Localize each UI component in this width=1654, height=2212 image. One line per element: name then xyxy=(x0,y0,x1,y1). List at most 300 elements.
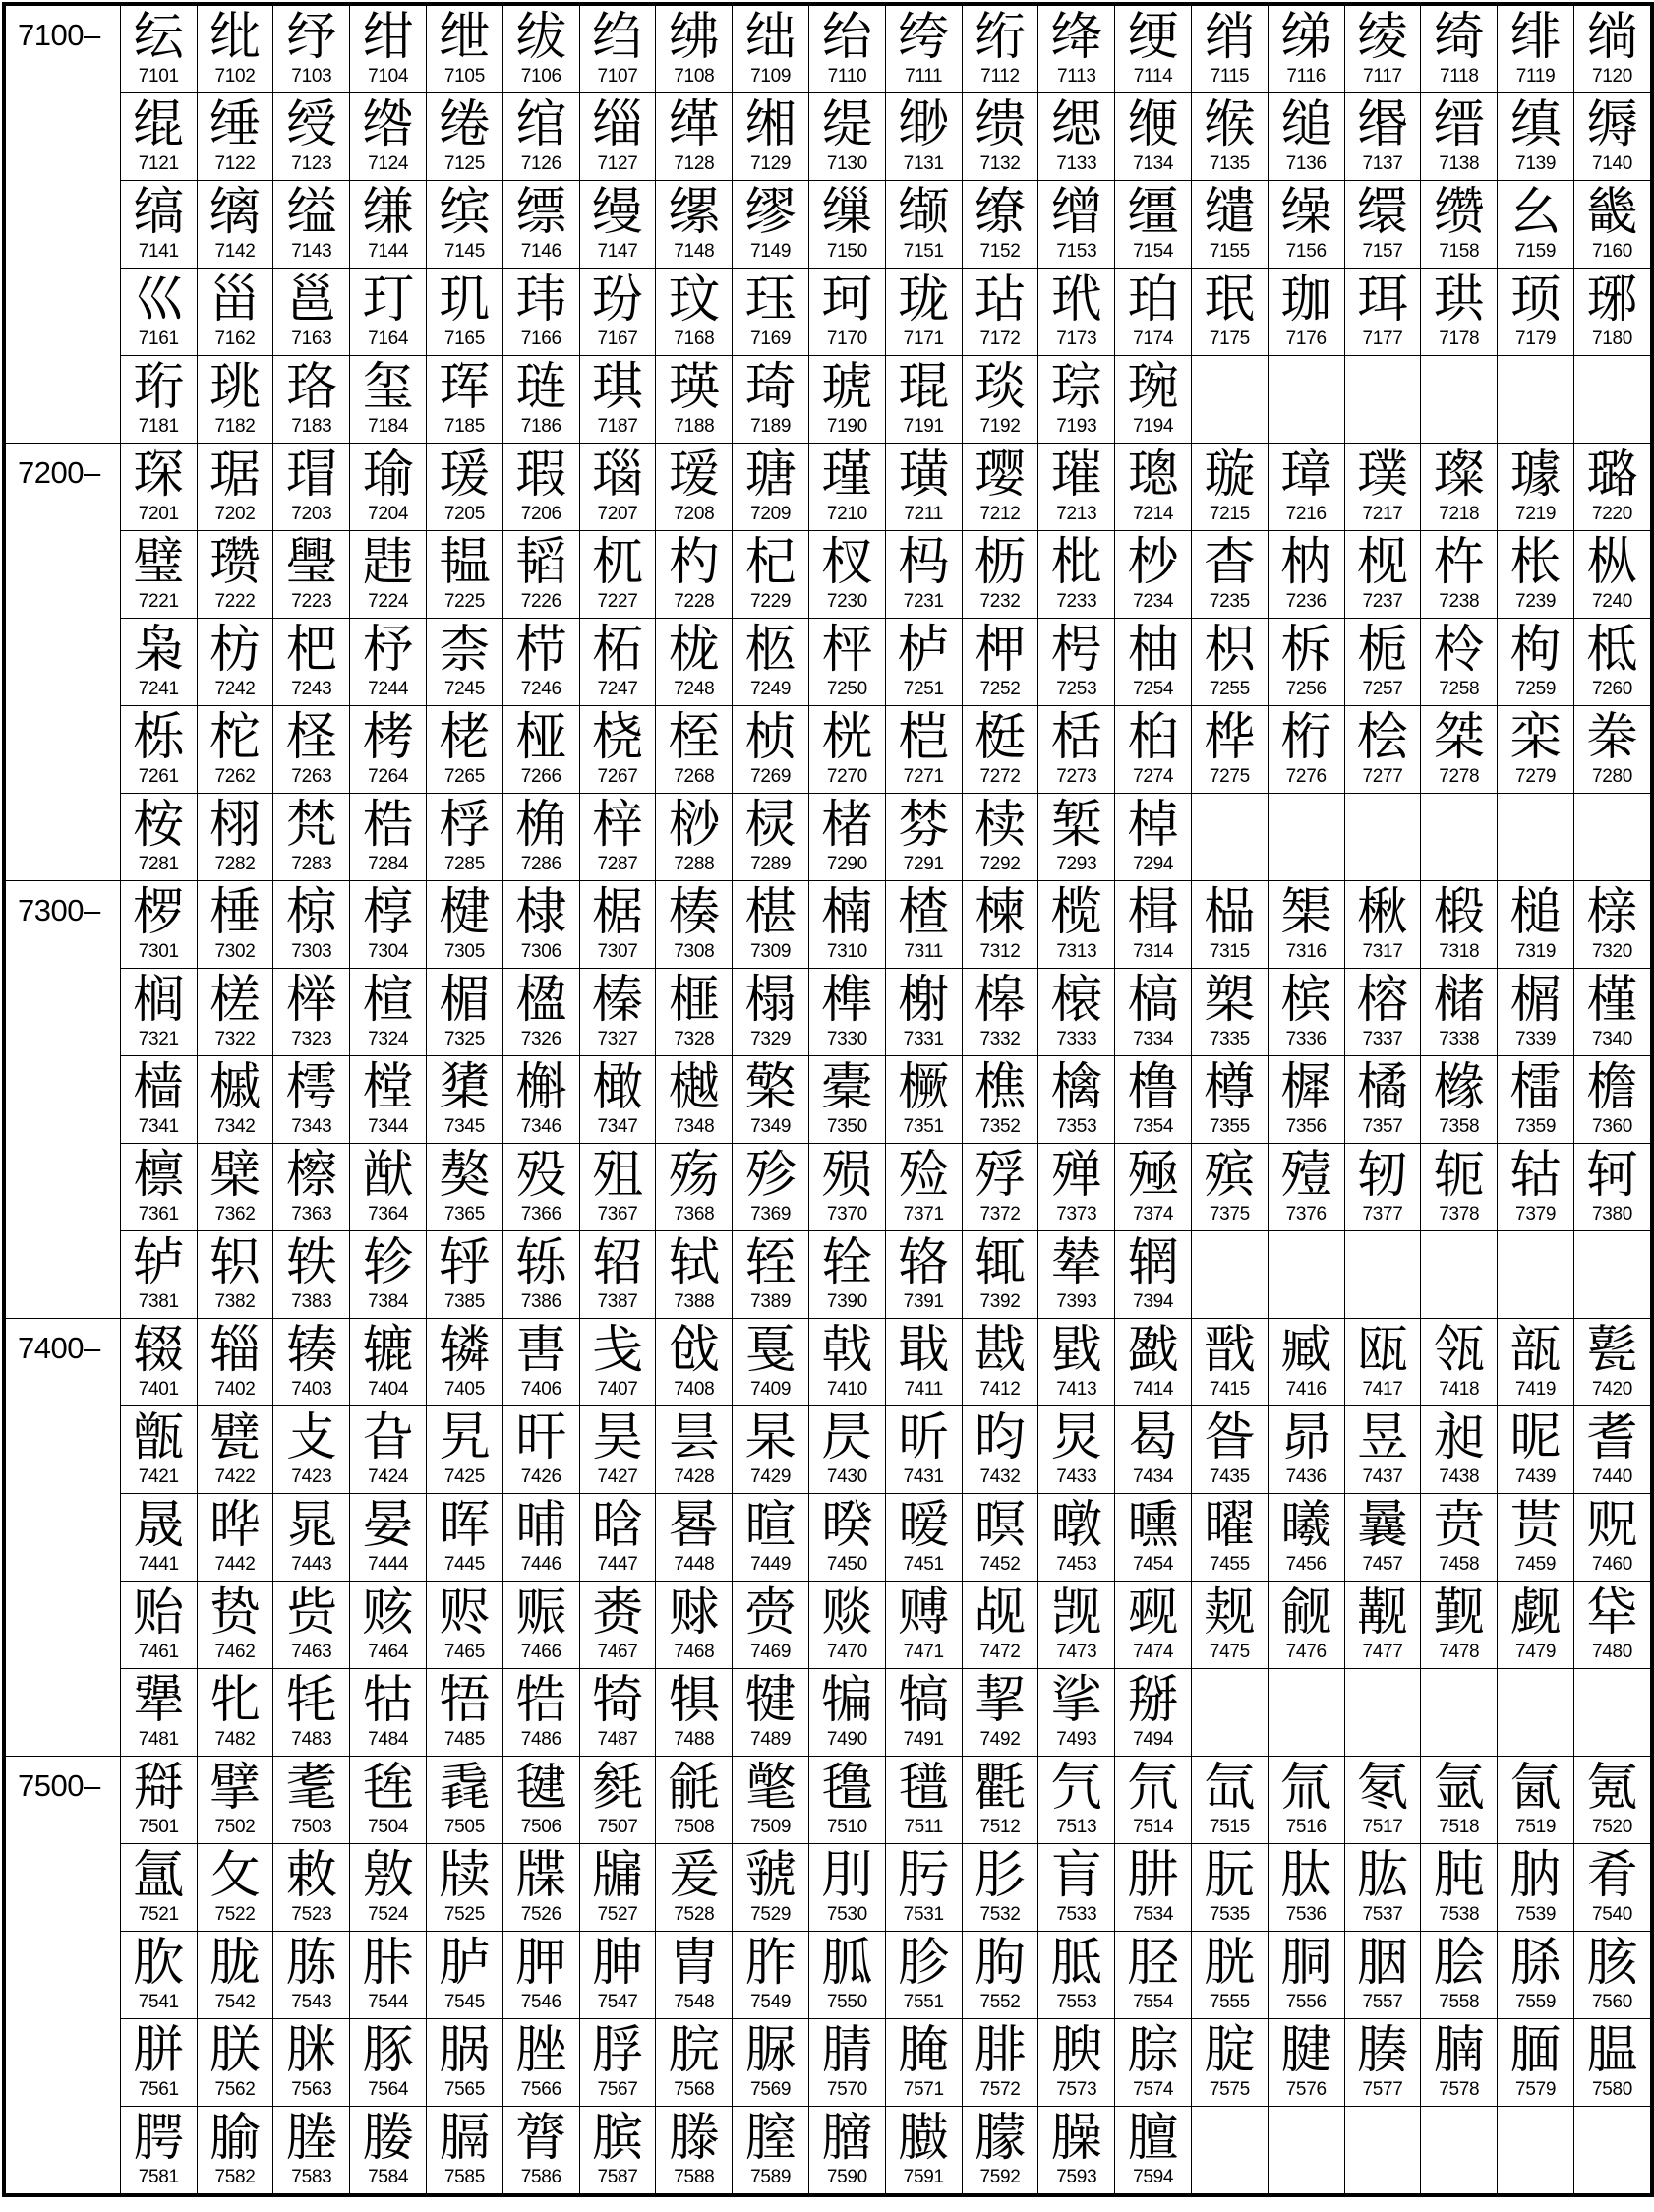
character-glyph: 榕 xyxy=(1356,971,1408,1030)
character-code: 7282 xyxy=(214,854,256,874)
character-glyph: 栲 xyxy=(362,708,414,767)
character-code: 7526 xyxy=(520,1904,561,1925)
character-cell xyxy=(962,1319,1038,1406)
character-cell xyxy=(1038,2107,1115,2196)
character-glyph: 殂 xyxy=(592,1146,644,1205)
character-cell xyxy=(502,2107,579,2196)
character-code: 7289 xyxy=(750,854,792,874)
character-glyph: 棹 xyxy=(1127,796,1179,855)
character-cell xyxy=(350,181,427,269)
character-code: 7323 xyxy=(291,1029,332,1049)
character-cell xyxy=(885,1582,962,1669)
character-cell xyxy=(1038,1582,1115,1669)
character-code: 7244 xyxy=(368,679,409,699)
character-glyph: 桦 xyxy=(1204,708,1256,767)
character-glyph: 觇 xyxy=(975,1584,1027,1643)
character-code: 7366 xyxy=(520,1204,561,1225)
character-code: 7243 xyxy=(291,679,332,699)
character-code: 7403 xyxy=(291,1379,332,1400)
block-label: 7100– xyxy=(18,18,100,52)
character-code: 7493 xyxy=(1056,1729,1097,1750)
table-row xyxy=(4,1844,1652,1932)
character-glyph: 轺 xyxy=(592,1233,644,1292)
character-glyph: 挈 xyxy=(975,1671,1027,1730)
character-code: 7377 xyxy=(1362,1204,1403,1225)
character-code: 7168 xyxy=(674,329,715,349)
character-cell xyxy=(1038,2019,1115,2107)
character-cell xyxy=(350,969,427,1056)
character-cell xyxy=(1192,2019,1269,2107)
character-cell xyxy=(809,1494,886,1582)
character-glyph: 殪 xyxy=(1280,1146,1332,1205)
character-glyph: 楠 xyxy=(821,883,873,942)
character-cell xyxy=(809,1757,886,1844)
character-glyph: 犋 xyxy=(668,1671,720,1730)
character-glyph: 槁 xyxy=(1127,971,1179,1030)
character-glyph: 轼 xyxy=(668,1233,720,1292)
character-glyph: 犟 xyxy=(133,1671,185,1730)
character-code: 7473 xyxy=(1056,1642,1097,1662)
character-cell xyxy=(1192,1582,1269,1669)
character-cell xyxy=(1038,619,1115,706)
character-cell xyxy=(1573,1582,1652,1669)
character-glyph: 榧 xyxy=(668,971,720,1030)
character-glyph: 缱 xyxy=(1204,183,1256,242)
character-code: 7391 xyxy=(903,1291,944,1312)
character-glyph: 桤 xyxy=(898,708,950,767)
character-glyph: 绀 xyxy=(362,8,414,67)
character-glyph: 擘 xyxy=(209,1759,262,1818)
character-cell xyxy=(1344,531,1421,619)
character-glyph: 琪 xyxy=(592,358,644,417)
character-glyph: 氚 xyxy=(1280,1759,1332,1818)
character-glyph: 杩 xyxy=(898,533,950,592)
character-cell xyxy=(1498,93,1574,181)
character-cell xyxy=(427,181,503,269)
character-code: 7457 xyxy=(1362,1554,1403,1575)
character-code: 7463 xyxy=(291,1642,332,1662)
character-code: 7190 xyxy=(826,416,867,437)
character-code: 7557 xyxy=(1362,1992,1403,2012)
character-glyph: 犍 xyxy=(744,1671,797,1730)
character-code: 7532 xyxy=(979,1904,1021,1925)
character-code: 7580 xyxy=(1591,2079,1633,2100)
character-glyph: 戟 xyxy=(821,1321,873,1380)
character-code: 7519 xyxy=(1515,1817,1557,1837)
character-code: 7154 xyxy=(1133,241,1174,262)
character-code: 7376 xyxy=(1285,1204,1327,1225)
character-code: 7109 xyxy=(750,66,792,87)
character-code: 7583 xyxy=(291,2167,332,2187)
character-glyph: 榇 xyxy=(1586,883,1638,942)
character-code: 7167 xyxy=(597,329,638,349)
character-code: 7442 xyxy=(214,1554,256,1575)
character-glyph: 臧 xyxy=(1280,1321,1332,1380)
character-glyph: 腠 xyxy=(1356,2021,1408,2080)
character-code: 7355 xyxy=(1209,1116,1250,1137)
character-glyph: 梓 xyxy=(592,796,644,855)
character-glyph: 敕 xyxy=(285,1846,337,1905)
character-code: 7468 xyxy=(674,1642,715,1662)
character-cell xyxy=(197,1582,273,1669)
character-code: 7558 xyxy=(1439,1992,1480,2012)
character-glyph: 枋 xyxy=(209,621,262,680)
character-cell xyxy=(962,356,1038,444)
character-glyph: 橘 xyxy=(1356,1058,1408,1117)
character-cell xyxy=(1573,1231,1652,1319)
character-code: 7117 xyxy=(1363,66,1402,87)
character-code: 7249 xyxy=(750,679,792,699)
character-code: 7387 xyxy=(597,1291,638,1312)
character-cell xyxy=(885,444,962,531)
character-cell xyxy=(273,1144,350,1231)
character-glyph: 晖 xyxy=(439,1496,491,1555)
character-glyph: 榄 xyxy=(1050,883,1102,942)
character-glyph: 氘 xyxy=(1127,1759,1179,1818)
character-glyph: 檑 xyxy=(1509,1058,1562,1117)
character-glyph: 琛 xyxy=(133,446,185,505)
character-cell xyxy=(1421,969,1498,1056)
character-cell xyxy=(273,1319,350,1406)
character-code: 7251 xyxy=(903,679,944,699)
character-code: 7202 xyxy=(214,504,256,524)
character-cell xyxy=(502,619,579,706)
character-code: 7216 xyxy=(1285,504,1327,524)
character-code: 7408 xyxy=(674,1379,715,1400)
character-glyph: 殍 xyxy=(975,1146,1027,1205)
character-cell xyxy=(120,2019,197,2107)
character-cell xyxy=(1115,356,1192,444)
character-cell xyxy=(1268,1406,1344,1494)
character-cell xyxy=(962,619,1038,706)
character-cell xyxy=(1573,706,1652,794)
character-code: 7272 xyxy=(979,766,1021,787)
character-cell xyxy=(273,969,350,1056)
character-code: 7220 xyxy=(1591,504,1633,524)
character-code: 7517 xyxy=(1362,1817,1403,1837)
character-glyph: 胫 xyxy=(1127,1934,1179,1993)
character-cell xyxy=(1573,181,1652,269)
character-code: 7521 xyxy=(138,1904,179,1925)
character-cell xyxy=(1573,93,1652,181)
character-glyph: 柁 xyxy=(209,708,262,767)
character-cell xyxy=(1344,1932,1421,2019)
character-code: 7105 xyxy=(443,66,485,87)
table-row xyxy=(4,1319,1652,1406)
character-code: 7213 xyxy=(1056,504,1097,524)
character-glyph: 桷 xyxy=(515,796,567,855)
character-code: 7594 xyxy=(1133,2167,1174,2187)
character-glyph: 珧 xyxy=(209,358,262,417)
character-code: 7146 xyxy=(520,241,561,262)
character-code: 7287 xyxy=(597,854,638,874)
character-glyph: 腈 xyxy=(821,2021,873,2080)
character-code: 7242 xyxy=(214,679,256,699)
character-cell xyxy=(809,706,886,794)
character-glyph: 胩 xyxy=(362,1934,414,1993)
character-cell xyxy=(197,1319,273,1406)
character-glyph: 戗 xyxy=(668,1321,720,1380)
character-glyph: 殓 xyxy=(898,1146,950,1205)
character-cell xyxy=(885,4,962,93)
character-glyph: 腽 xyxy=(1586,2021,1638,2080)
character-cell xyxy=(120,1231,197,1319)
character-glyph xyxy=(1192,1672,1268,1729)
character-glyph: 膈 xyxy=(439,2109,491,2168)
character-cell xyxy=(1344,794,1421,881)
character-glyph: 绾 xyxy=(515,95,567,154)
character-cell xyxy=(733,969,809,1056)
character-code: 7542 xyxy=(214,1992,256,2012)
character-glyph: 绠 xyxy=(1127,8,1179,67)
character-code: 7119 xyxy=(1515,66,1556,87)
character-cell xyxy=(579,1319,656,1406)
character-cell xyxy=(579,1494,656,1582)
character-cell xyxy=(733,181,809,269)
character-cell xyxy=(273,531,350,619)
character-cell xyxy=(197,1056,273,1144)
character-code: 7561 xyxy=(138,2079,179,2100)
character-glyph: 桊 xyxy=(1586,708,1638,767)
character-glyph: 桉 xyxy=(133,796,185,855)
character-cell xyxy=(120,93,197,181)
character-glyph xyxy=(1192,1234,1268,1291)
character-code: 7518 xyxy=(1439,1817,1480,1837)
character-glyph xyxy=(1269,359,1344,416)
character-cell xyxy=(1498,2019,1574,2107)
character-cell xyxy=(885,969,962,1056)
character-cell xyxy=(120,1494,197,1582)
character-cell xyxy=(273,794,350,881)
table-row xyxy=(4,531,1652,619)
character-glyph: 胍 xyxy=(821,1934,873,1993)
character-code: 7138 xyxy=(1439,153,1480,174)
character-code: 7149 xyxy=(750,241,792,262)
character-cell xyxy=(1268,531,1344,619)
character-cell xyxy=(579,794,656,881)
character-glyph: 旮 xyxy=(362,1408,414,1467)
character-glyph: 柙 xyxy=(975,621,1027,680)
character-glyph: 辍 xyxy=(133,1321,185,1380)
character-glyph: 觐 xyxy=(1433,1584,1485,1643)
character-code: 7371 xyxy=(903,1204,944,1225)
character-code: 7222 xyxy=(214,591,256,612)
character-code: 7263 xyxy=(291,766,332,787)
character-cell xyxy=(1421,531,1498,619)
character-cell xyxy=(120,1669,197,1757)
character-code: 7320 xyxy=(1591,941,1633,962)
character-cell xyxy=(120,706,197,794)
character-code: 7254 xyxy=(1133,679,1174,699)
character-glyph: 缧 xyxy=(668,183,720,242)
block-label-cell xyxy=(4,1757,120,2196)
character-code: 7279 xyxy=(1515,766,1557,787)
character-glyph: 樵 xyxy=(975,1058,1027,1117)
character-code: 7451 xyxy=(903,1554,944,1575)
character-code: 7472 xyxy=(979,1642,1021,1662)
character-code: 7356 xyxy=(1285,1116,1327,1137)
character-code: 7172 xyxy=(979,329,1021,349)
character-code: 7524 xyxy=(368,1904,409,1925)
character-code: 7265 xyxy=(443,766,485,787)
character-glyph xyxy=(1345,2110,1421,2167)
character-code: 7175 xyxy=(1209,329,1250,349)
character-glyph: 脬 xyxy=(592,2021,644,2080)
character-code: 7212 xyxy=(979,504,1021,524)
character-glyph: 挲 xyxy=(1050,1671,1102,1730)
character-cell xyxy=(502,1231,579,1319)
character-glyph: 杓 xyxy=(668,533,720,592)
character-glyph: 椹 xyxy=(744,883,797,942)
character-cell xyxy=(579,706,656,794)
table-row xyxy=(4,181,1652,269)
character-glyph: 腙 xyxy=(1127,2021,1179,2080)
character-cell xyxy=(120,4,197,93)
character-glyph: 绋 xyxy=(668,8,720,67)
character-glyph: 杲 xyxy=(744,1408,797,1467)
character-glyph: 杷 xyxy=(285,621,337,680)
character-glyph: 琮 xyxy=(1050,358,1102,417)
character-cell xyxy=(1115,444,1192,531)
character-glyph: 氍 xyxy=(975,1759,1027,1818)
character-code: 7275 xyxy=(1209,766,1250,787)
character-glyph: 璜 xyxy=(898,446,950,505)
character-glyph: 璧 xyxy=(133,533,185,592)
character-code: 7241 xyxy=(138,679,179,699)
character-glyph xyxy=(1498,359,1573,416)
character-code: 7210 xyxy=(826,504,867,524)
character-code: 7250 xyxy=(826,679,867,699)
character-cell xyxy=(273,1844,350,1932)
character-code: 7135 xyxy=(1209,153,1250,174)
character-glyph: 缂 xyxy=(668,95,720,154)
character-code: 7428 xyxy=(674,1466,715,1487)
character-glyph: 橄 xyxy=(592,1058,644,1117)
character-glyph: 栌 xyxy=(898,621,950,680)
character-cell xyxy=(733,269,809,356)
character-cell xyxy=(120,1844,197,1932)
character-code: 7316 xyxy=(1285,941,1327,962)
character-cell xyxy=(1268,1757,1344,1844)
character-cell xyxy=(197,93,273,181)
character-cell xyxy=(1115,706,1192,794)
character-glyph: 殚 xyxy=(1050,1146,1102,1205)
character-glyph: 缑 xyxy=(1204,95,1256,154)
character-cell xyxy=(1038,356,1115,444)
character-code: 7545 xyxy=(443,1992,485,2012)
character-cell xyxy=(1421,1406,1498,1494)
character-code: 7360 xyxy=(1591,1116,1633,1137)
character-code: 7288 xyxy=(674,854,715,874)
character-code: 7224 xyxy=(368,591,409,612)
character-cell xyxy=(809,4,886,93)
character-cell xyxy=(1268,1231,1344,1319)
character-glyph: 刖 xyxy=(821,1846,873,1905)
character-cell xyxy=(1268,1669,1344,1757)
character-glyph: 腼 xyxy=(1509,2021,1562,2080)
character-glyph: 栉 xyxy=(515,621,567,680)
character-glyph: 瑛 xyxy=(668,358,720,417)
character-glyph: 榭 xyxy=(898,971,950,1030)
character-glyph: 檗 xyxy=(209,1146,262,1205)
character-cell xyxy=(273,619,350,706)
character-cell xyxy=(502,1056,579,1144)
character-cell xyxy=(350,1056,427,1144)
character-cell xyxy=(197,1494,273,1582)
character-glyph: 枨 xyxy=(1509,533,1562,592)
character-code: 7441 xyxy=(138,1554,179,1575)
character-code: 7214 xyxy=(1133,504,1174,524)
character-code: 7339 xyxy=(1515,1029,1557,1049)
character-cell xyxy=(350,444,427,531)
character-cell xyxy=(1038,1144,1115,1231)
character-cell xyxy=(1344,619,1421,706)
character-cell xyxy=(1192,1406,1269,1494)
character-cell xyxy=(656,1932,733,2019)
character-cell xyxy=(962,1669,1038,1757)
character-code: 7368 xyxy=(674,1204,715,1225)
character-glyph xyxy=(1498,1672,1573,1729)
character-cell xyxy=(197,1144,273,1231)
character-glyph: 赍 xyxy=(744,1584,797,1643)
character-glyph: 珞 xyxy=(285,358,337,417)
character-code: 7411 xyxy=(904,1379,944,1400)
character-glyph: 楹 xyxy=(515,971,567,1030)
character-glyph: 赆 xyxy=(439,1584,491,1643)
character-glyph: 珉 xyxy=(1204,270,1256,329)
character-glyph: 榘 xyxy=(1280,883,1332,942)
character-glyph xyxy=(1421,797,1497,854)
character-cell xyxy=(273,444,350,531)
character-cell xyxy=(120,356,197,444)
character-code: 7185 xyxy=(443,416,485,437)
character-glyph: 栝 xyxy=(1050,708,1102,767)
character-glyph: 枞 xyxy=(1586,533,1638,592)
character-glyph: 榻 xyxy=(744,971,797,1030)
character-code: 7324 xyxy=(368,1029,409,1049)
character-code: 7422 xyxy=(214,1466,256,1487)
character-code: 7410 xyxy=(826,1379,867,1400)
character-glyph: 珈 xyxy=(1280,270,1332,329)
character-glyph: 顼 xyxy=(1509,270,1562,329)
character-code: 7160 xyxy=(1591,241,1633,262)
character-glyph: 栎 xyxy=(133,708,185,767)
character-glyph: 绔 xyxy=(898,8,950,67)
character-code: 7413 xyxy=(1056,1379,1097,1400)
character-glyph: 橼 xyxy=(1433,1058,1485,1117)
character-glyph xyxy=(1574,1234,1650,1291)
character-code: 7164 xyxy=(368,329,409,349)
character-cell xyxy=(656,2019,733,2107)
character-glyph: 槔 xyxy=(975,971,1027,1030)
character-glyph: 绂 xyxy=(515,8,567,67)
character-code: 7579 xyxy=(1515,2079,1557,2100)
character-glyph: 樾 xyxy=(668,1058,720,1117)
character-glyph: 纭 xyxy=(133,8,185,67)
character-glyph: 缯 xyxy=(1050,183,1102,242)
character-glyph: 缙 xyxy=(1433,95,1485,154)
character-code: 7550 xyxy=(826,1992,867,2012)
character-glyph: 肱 xyxy=(1356,1846,1408,1905)
character-glyph: 栀 xyxy=(1356,621,1408,680)
character-glyph: 杌 xyxy=(592,533,644,592)
character-code: 7430 xyxy=(826,1466,867,1487)
character-cell xyxy=(733,1757,809,1844)
character-glyph: 韪 xyxy=(362,533,414,592)
character-cell xyxy=(809,1144,886,1231)
character-glyph: 槊 xyxy=(1204,971,1256,1030)
character-glyph: 槭 xyxy=(209,1058,262,1117)
